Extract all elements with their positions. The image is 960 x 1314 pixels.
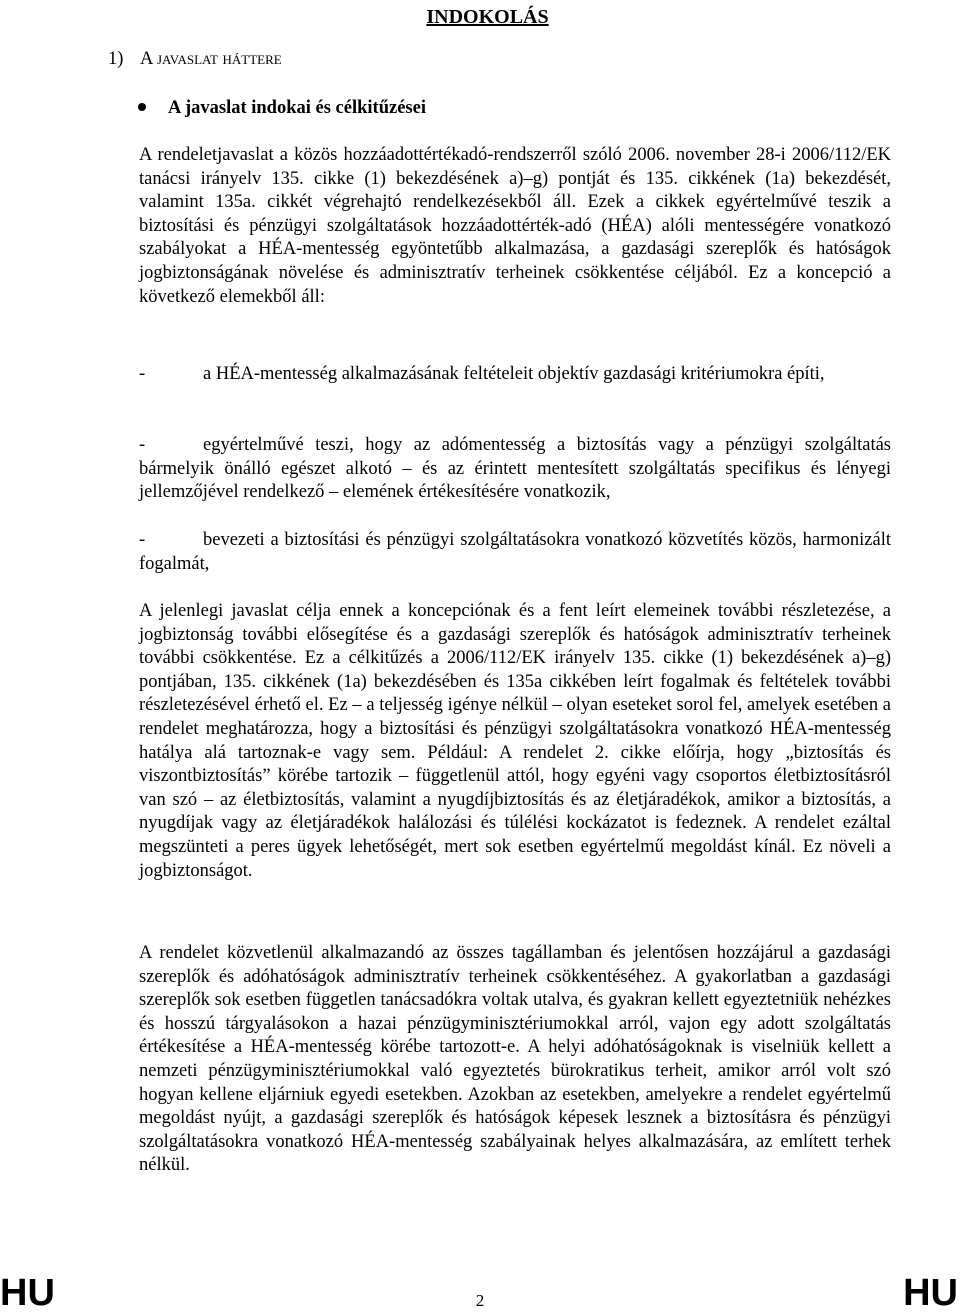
page-number: 2 [475,1291,485,1310]
dash-item [139,363,891,387]
dash-marker: - [139,364,146,384]
bullet-icon [138,103,146,111]
dash-item [139,434,891,505]
dash-item-text: a HÉA-mentesség alkalmazásának feltételeit objektív gazdasági kritériumokra építi, [203,364,825,384]
section-number: 1) [108,49,124,69]
dash-item-text: bevezeti a biztosítási és pénzügyi szolgáltatásokra vonatkozó közvetítés közös, harmonizált fogalmát, [139,530,891,574]
footer-language-left: HU [0,1272,55,1314]
dash-marker: - [139,530,146,550]
paragraph-application: A rendelet közvetlenül alkalmazandó az összes tagállamban és jelentősen hozzájárul a gazdasági szereplők és adóhatóságok adminisztratív terheinek csökkentéséhez. A gyakorlatban a gazdasági szereplők sok esetben független tanácsadókra voltak utalva, és gyakran kellett egyeztetniük nehézkes és hosszú tárgyalásokon a hazai pénzügyminisztériumokkal arról, vajon egy adott szolgáltatás értékesítése a HÉA-mentesség körébe tartozott-e. A helyi adóhatóságoknak is viselniük kellett a nemzeti pénzügyminisztériumokkal való egyeztetés bürokratikus terheit, amikor arról volt szó hogyan kellene eljárniuk egyedi esetekben. Azokban az esetekben, amelyekre a rendelet egyértelmű megoldást nyújt, a gazdasági szereplők és hatóságok képesek lesznek a biztosításra és pénzügyi szolgáltatásokra vonatkozó HÉA-mentesség szabályainak helyes alkalmazására, az említett terhek nélkül. [139,943,891,1176]
page-title: INDOKOLÁS [426,6,549,28]
paragraph-intro: A rendeletjavaslat a közös hozzáadottértékadó-rendszerről szóló 2006. november 28-i 2006/112/EK tanácsi irányelv 135. cikke (1) bekezdésének a)–g) pontját és 135. cikkének (1a) bekezdését, valamint 135a. cikkét végrehajtó rendelkezésekből áll. Ezek a cikkek egyértelművé teszik a biztosítási és pénzügyi szolgáltatások hozzáadottérték-adó (HÉA) alóli mentességére vonatkozó szabályokat a HÉA-mentesség egyöntetűbb alkalmazása, a gazdasági szereplők és hatóságok jogbiztonságának növelése és adminisztratív terheinek csökkentése céljából. Ez a koncepció a következő elemekből áll: [139,145,891,307]
footer-language-right: HU [903,1272,958,1314]
paragraph-objective: A jelenlegi javaslat célja ennek a koncepciónak és a fent leírt elemeinek további részletezése, a jogbiztonság további elősegítése és a gazdasági szereplők és hatóságok adminisztratív terheinek további csökkentése. Ez a célkitűzés a 2006/112/EK irányelv 135. cikke (1) bekezdésének a)–g) pontjában, 135. cikkének (1a) bekezdésében és 135a cikkében leírt fogalmak és feltételek további részletezésével érhető el. Ez – a teljesség igénye nélkül – olyan eseteket sorol fel, amelyek esetében a rendelet meghatározza, hogy a biztosítási és pénzügyi szolgáltatásokra vonatkozó HÉA-mentesség hatálya alá tartoznak-e vagy sem. Például: A rendelet 2. cikke előírja, hogy „biztosítás és viszontbiztosítás” körébe tartozik – függetlenül attól, hogy egyéni vagy csoportos életbiztosításról van szó – az életbiztosítás, valamint a nyugdíjbiztosítás és az életjáradékok, amikor a biztosítás, a nyugdíjak vagy az életjáradékok halálozási és túlélési kockázatot is fedeznek. A rendelet ezáltal megszünteti a peres ügyek lehetőségét, mert sok esetben egyértelmű megoldást kínál. Ez növeli a jogbiztonságot. [139,601,891,881]
bullet-heading [138,98,426,119]
dash-item-text: egyértelművé teszi, hogy az adómentesség a biztosítás vagy a pénzügyi szolgáltatás bármelyik önálló egészet alkotó – és az érintett mentesített szolgáltatás specifikus és lényegi jellemzőjével rendelkező – elemének értékesítésére vonatkozik, [139,435,891,503]
section-title: A javaslat háttere [140,49,282,69]
dash-item [139,529,891,576]
bullet-heading-text: A javaslat indokai és célkitűzései [168,98,426,118]
dash-marker: - [139,435,146,455]
section-heading [108,49,282,70]
